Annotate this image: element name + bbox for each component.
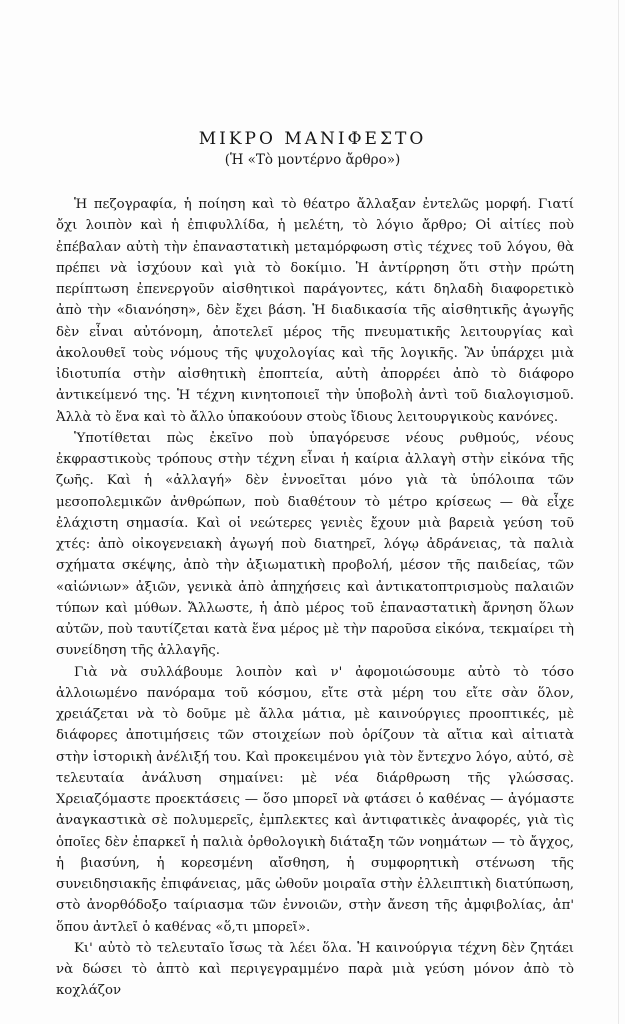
paragraph-1: Ἡ πεζογραφία, ἡ ποίηση καὶ τὸ θέατρο ἄλλαξαν ἐντελῶς μορφή. Γιατί ὄχι λοιπὸν καὶ ἡ ἐπιφυλλίδα, ἡ μελέτη, τὸ λόγιο ἄρθρο; Οἱ αἰτίες ποὺ ἐπέβαλαν αὐτὴ τὴν ἐπαναστατικὴ μεταμόρφωση στὶς τέχνες τοῦ λόγου, θὰ πρέπει νὰ ἰσχύουν καὶ γιὰ τὸ δοκίμιο. Ἡ ἀντίρρηση ὅτι στὴν πρώτη περίπτωση ἐπενεργοῦν αἰσθητικοὶ παράγοντες, κάτι δηλαδὴ διαφορετικὸ ἀπὸ τὴν «διανόηση», δὲν ἔχει βάση. Ἡ διαδικασία τῆς αἰσθητικῆς ἀγωγῆς δὲν εἶναι αὐτόνομη, ἀποτελεῖ μέρος τῆς πνευματικῆς λειτουργίας καὶ ἀκολουθεῖ τοὺς νόμους τῆς ψυχολογίας καὶ τῆς λογικῆς. Ἂν ὑπάρχει μιὰ ἰδιοτυπία στὴν αἰσθητικὴ ἐποπτεία, αὐτὴ ἀπορρέει ἀπὸ τὸ διάφορο ἀντικείμενό της. Ἡ τέχνη κινητοποιεῖ τὴν ὑποβολὴ ἀντὶ τοῦ διαλογισμοῦ. Ἀλλὰ τὸ ἕνα καὶ τὸ ἄλλο ὑπακούουν στοὺς ἴδιους λειτουργικοὺς κανόνες.	[56, 197, 574, 425]
body-text	[56, 194, 574, 1002]
document-header	[0, 128, 625, 170]
page-title: ΜΙΚΡΟ ΜΑΝΙΦΕΣΤΟ	[198, 129, 427, 149]
paragraph-3: Γιὰ νὰ συλλάβουμε λοιπὸν καὶ ν' ἀφομοιώσουμε αὐτὸ τὸ τόσο ἀλλοιωμένο πανόραμα τοῦ κόσμου, εἴτε στὰ μέρη του εἴτε σὰν ὅλον, χρειάζεται νὰ τὸ δοῦμε μὲ ἄλλα μάτια, μὲ καινούργιες προοπτικές, μὲ διάφορες ἀποτιμήσεις τῶν στοιχείων ποὺ ὁρίζουν τὰ αἴτια καὶ αἰτιατὰ στὴν ἱστορικὴ ἀνέλιξή του. Καὶ προκειμένου γιὰ τὸν ἔντεχνο λόγο, αὐτό, σὲ τελευταία ἀνάλυση σημαίνει: μὲ νέα διάρθρωση τῆς γλώσσας. Χρειαζόμαστε προεκτάσεις — ὅσο μπορεῖ νὰ φτάσει ὁ καθένας — ἀγόμαστε ἀναγκαστικὰ σὲ πολυμερεῖς, ἐμπλεκτες καὶ ἀντιφατικὲς ἀναφορές, γιὰ τὶς ὁποῖες δὲν ἐπαρκεῖ ἡ παλιὰ ὀρθολογικὴ διάταξη τῶν νοημάτων — τὸ ἄγχος, ἡ βιασύνη, ἡ κορεσμένη αἴσθηση, ἡ συμφορητικὴ στένωση τῆς συνειδησιακῆς ἐπιφάνειας, μᾶς ὠθοῦν μοιραῖα στὴν ἐλλειπτικὴ διατύπωση, στὸ ἀνορθόδοξο ταίριασμα τῶν ἐννοιῶν, στὴν ἄνεση τῆς ἀμφιβολίας, ἀπ' ὅπου ἀντλεῖ ὁ καθένας «ὅ,τι μπορεῖ».	[56, 664, 574, 935]
paragraph-2: Ὑποτίθεται πὼς ἐκεῖνο ποὺ ὑπαγόρευσε νέους ρυθμούς, νέους ἐκφραστικοὺς τρόπους στὴν τέχνη εἶναι ἡ καίρια ἀλλαγὴ στὴν εἰκόνα τῆς ζωῆς. Καὶ ἡ «ἀλλαγή» δὲν ἐννοεῖται μόνο γιὰ τὰ ὑπόλοιπα τῶν μεσοπολεμικῶν ἀνθρώπων, ποὺ διαθέτουν τὸ μέτρο κρίσεως — θὰ εἶχε ἐλάχιστη σημασία. Καὶ οἱ νεώτερες γενιὲς ἔχουν μιὰ βαρειὰ γεύση τοῦ χτές: ἀπὸ οἰκογενειακὴ ἀγωγή ποὺ διατηρεῖ, λόγῳ ἀδράνειας, τὰ παλιὰ σχήματα σκέψης, ἀπὸ τὴν ἀξιωματικὴ προβολή, μέσον τῆς παιδείας, τῶν «αἰώνιων» ἀξιῶν, γενικὰ ἀπὸ ἀπηχήσεις καὶ ἀντικατοπτρισμοὺς παλαιῶν τύπων καὶ μύθων. Ἄλλωστε, ἡ ἀπὸ μέρος τοῦ ἐπαναστατικὴ ἄρνηση ὅλων αὐτῶν, ποὺ ταυτίζεται κατὰ ἕνα μέρος μὲ τὴν παροῦσα εἰκόνα, τεκμαίρει τὴ συνείδηση τῆς ἀλλαγῆς.	[56, 430, 574, 659]
page-subtitle: (Ἡ «Τὸ μοντέρνο ἄρθρο»)	[224, 152, 401, 168]
paragraph-4: Κι' αὐτὸ τὸ τελευταῖο ἴσως τὰ λέει ὅλα. Ἡ καινούργια τέχνη δὲν ζητάει νὰ δώσει τὸ ἀπτὸ καὶ περιγεγραμμένο παρὰ μιὰ γεύση μόνον ἀπὸ τὸ κοχλάζον	[56, 940, 574, 999]
